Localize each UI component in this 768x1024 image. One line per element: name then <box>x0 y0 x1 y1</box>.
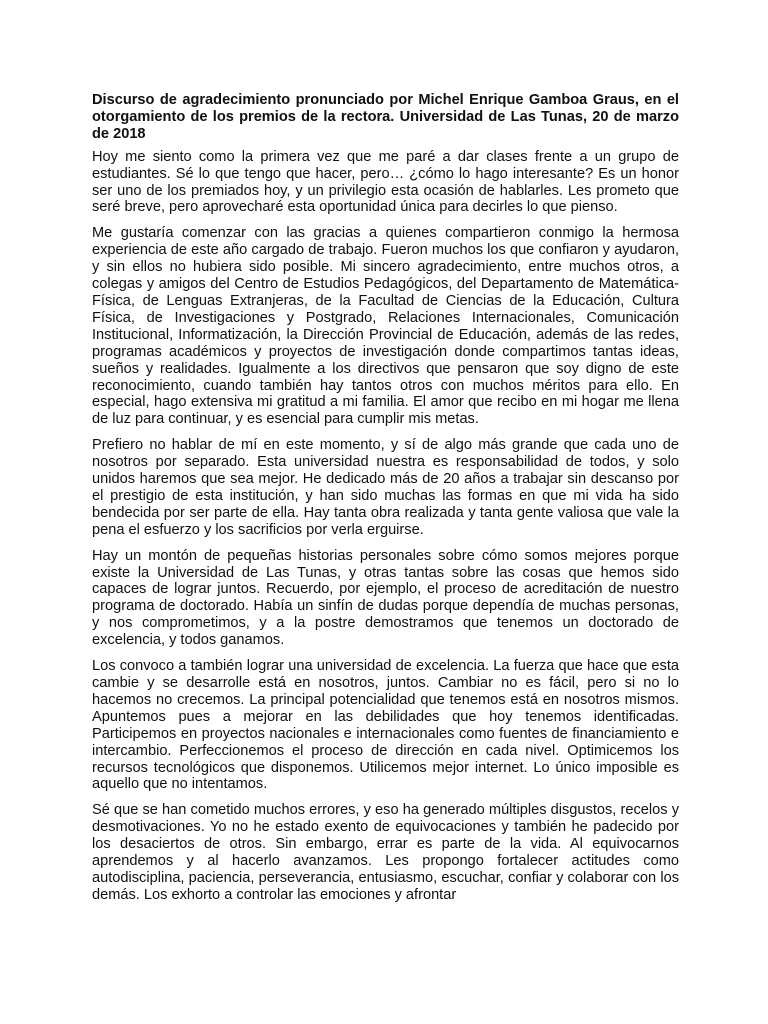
document-page <box>92 92 679 913</box>
document-title: Discurso de agradecimiento pronunciado por Michel Enrique Gamboa Graus, en el otorgamiento de los premios de la rectora. Universidad de Las Tunas, 20 de marzo de 2018 <box>92 92 679 142</box>
paragraph-6: Sé que se han cometido muchos errores, y eso ha generado múltiples disgustos, recelos y desmotivaciones. Yo no he estado exento de equivocaciones y también he padecido por los desaciertos de otros. Sin embargo, errar es parte de la vida. Al equivocarnos aprendemos y al hacerlo avanzamos. Les propongo fortalecer actitudes como autodisciplina, paciencia, perseverancia, entusiasmo, escuchar, confiar y colaborar con los demás. Los exhorto a controlar las emociones y afrontar <box>92 802 679 903</box>
paragraph-5: Los convoco a también lograr una universidad de excelencia. La fuerza que hace que esta cambie y se desarrolle está en nosotros, juntos. Cambiar no es fácil, pero si no lo hacemos no crecemos. La principal potencialidad que tenemos está en nosotros mismos. Apuntemos pues a mejorar en las debilidades que hoy tenemos identificadas. Participemos en proyectos nacionales e internacionales como fuentes de financiamiento e intercambio. Perfeccionemos el proceso de dirección en cada nivel. Optimicemos los recursos tecnológicos que disponemos. Utilicemos mejor internet. Lo único imposible es aquello que no intentamos. <box>92 658 679 793</box>
paragraph-4: Hay un montón de pequeñas historias personales sobre cómo somos mejores porque existe la Universidad de Las Tunas, y otras tantas sobre las cosas que hemos sido capaces de lograr juntos. Recuerdo, por ejemplo, el proceso de acreditación de nuestro programa de doctorado. Había un sinfín de dudas porque dependía de muchas personas, y nos comprometimos, y a la postre demostramos que tenemos un doctorado de excelencia, y todos ganamos. <box>92 547 679 649</box>
paragraph-2: Me gustaría comenzar con las gracias a quienes compartieron conmigo la hermosa experiencia de este año cargado de trabajo. Fueron muchos los que confiaron y ayudaron, y sin ellos no hubiera sido posible. Mi sincero agradecimiento, entre muchos otros, a colegas y amigos del Centro de Estudios Pedagógicos, del Departamento de Matemática-Física, de Lenguas Extranjeras, de la Facultad de Ciencias de la Educación, Cultura Física, de Investigaciones y Postgrado, Relaciones Internacionales, Comunicación Institucional, Informatización, la Dirección Provincial de Educación, además de las redes, programas académicos y proyectos de investigación donde compartimos tantas ideas, sueños y realidades. Igualmente a los directivos que pensaron que soy digno de este reconocimiento, cuando también hay tantos otros con muchos méritos para ello. En especial, hago extensiva mi gratitud a mi familia. El amor que recibo en mi hogar me llena de luz para continuar, y es esencial para cumplir mis metas. <box>92 225 679 428</box>
paragraph-3: Prefiero no hablar de mí en este momento, y sí de algo más grande que cada uno de nosotros por separado. Esta universidad nuestra es responsabilidad de todos, y solo unidos haremos que sea mejor. He dedicado más de 20 años a trabajar sin descanso por el prestigio de esta institución, y han sido muchas las formas en que mi vida ha sido bendecida por ser parte de ella. Hay tanta obra realizada y tanta gente valiosa que vale la pena el esfuerzo y los sacrificios por verla erguirse. <box>92 437 679 538</box>
paragraph-1: Hoy me siento como la primera vez que me paré a dar clases frente a un grupo de estudiantes. Sé lo que tengo que hacer, pero… ¿cómo lo hago interesante? Es un honor ser uno de los premiados hoy, y un privilegio esta ocasión de hablarles. Les prometo que seré breve, pero aprovecharé esta oportunidad única para decirles lo que pienso. <box>92 148 679 216</box>
